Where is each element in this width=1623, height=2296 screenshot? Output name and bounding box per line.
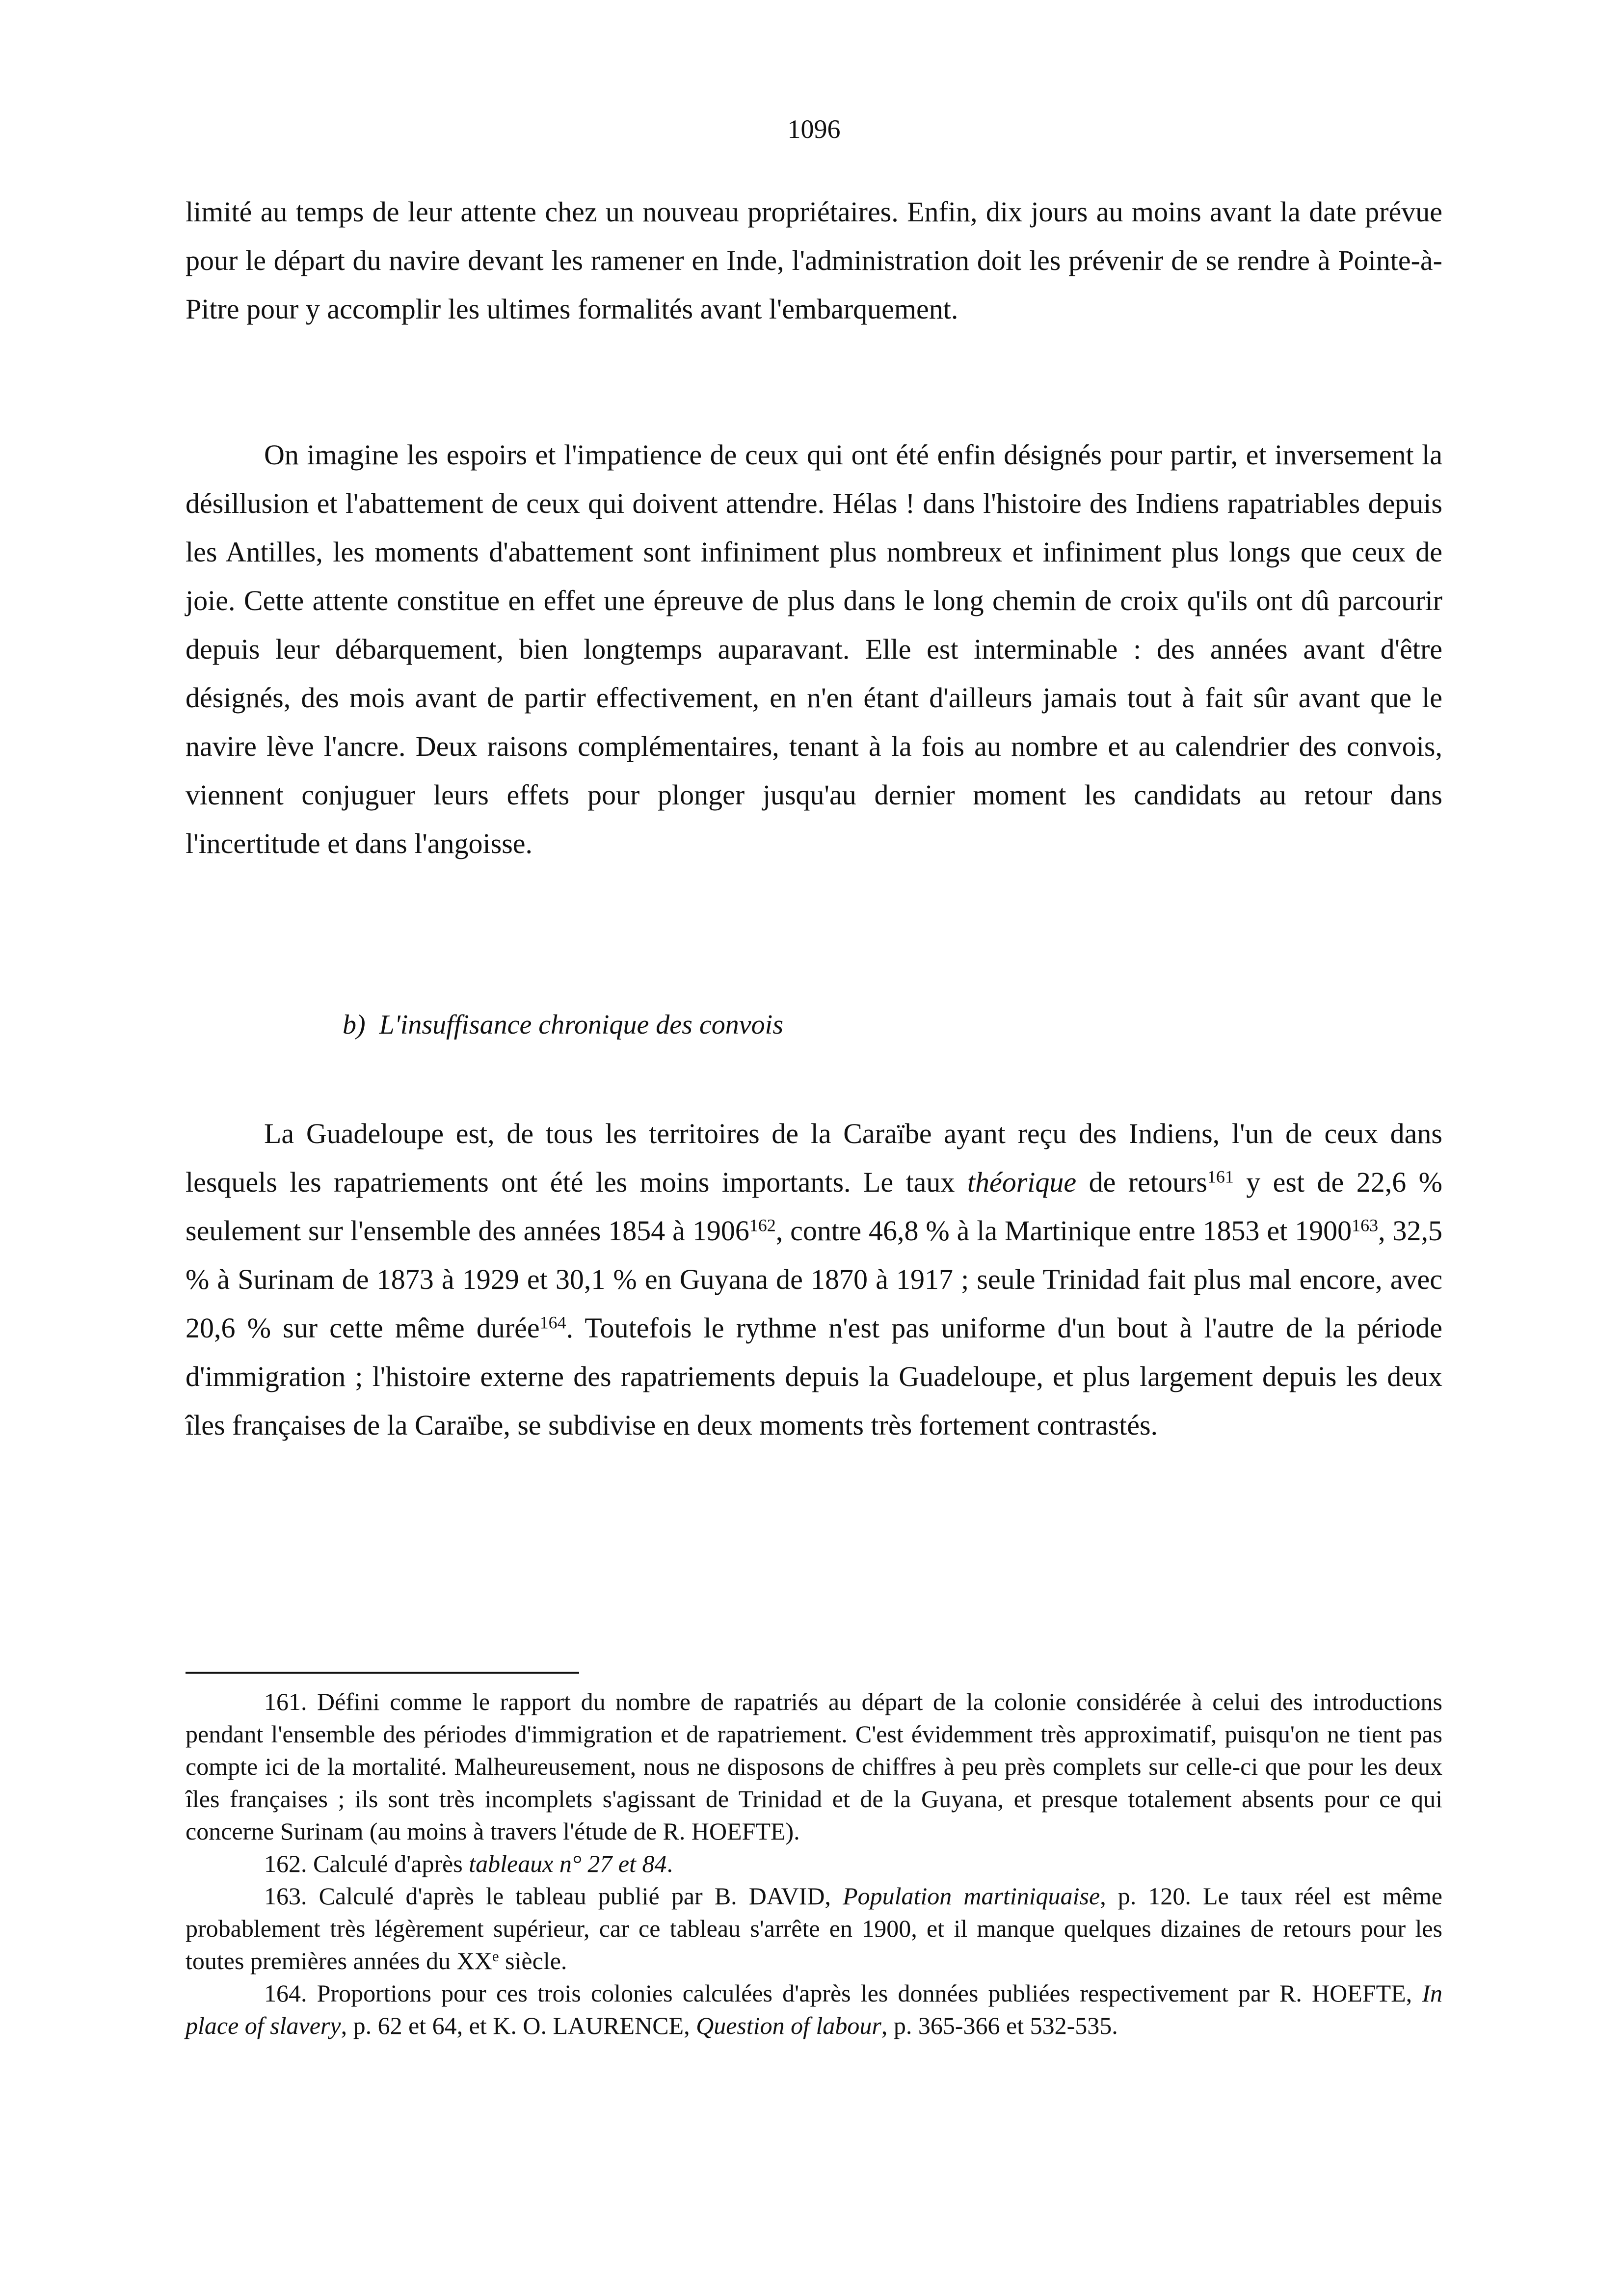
paragraph-text: , contre 46,8 % à la Martinique entre 1853 et 1900 <box>775 1215 1352 1247</box>
footnote-ref-161[interactable]: 161 <box>1207 1167 1234 1187</box>
footnote-italic: Question of labour <box>696 2012 881 2039</box>
subheading-letter: b) <box>343 1010 366 1040</box>
footnote-text: 164. Proportions pour ces trois colonies calculées d'après les données publiées respectivement par R. HOEFTE, <box>264 1979 1422 2007</box>
footnote-161: 161. Défini comme le rapport du nombre de rapatriés au départ de la colonie considérée à celui des introductions pendant l'ensemble des périodes d'immigration et de rapatriement. C'est évidemment très approximatif, puisqu'on ne tient pas compte ici de la mortalité. Malheureusement, nous ne disposons de chiffres à peu près complets sur celle-ci que pour les deux îles françaises ; ils sont très incomplets s'agissant de Trinidad et de la Guyana, et presque totalement absents pour ce qui concerne Surinam (au moins à travers l'étude de R. HOEFTE). <box>186 1688 1442 1845</box>
footnote-text: . <box>666 1850 673 1877</box>
footnote-divider <box>186 1672 579 1674</box>
footnote-ref-162[interactable]: 162 <box>749 1215 776 1235</box>
section-subheading <box>343 1011 783 1039</box>
footnote-ref-164[interactable]: 164 <box>539 1312 566 1333</box>
footnote-text: siècle. <box>499 1947 567 1975</box>
footnotes-section <box>186 1685 1442 2042</box>
footnote-163 <box>186 1880 1442 1977</box>
paragraph-text: . Toutefois le rythme n'est pas uniforme d'un bout à l'autre de la période d'immigration ; l'histoire externe des rapatriements depuis la Guadeloupe, et plus largement depuis les deux îles françaises de la Caraïbe, se subdivise en deux moments très fortement contrastés. <box>186 1312 1442 1441</box>
footnote-italic: Population martiniquaise <box>843 1882 1100 1910</box>
footnote-text: , p. 62 et 64, et K. O. LAURENCE, <box>341 2012 696 2039</box>
paragraph-text: La Guadeloupe est, de tous les territoires de la Caraïbe ayant reçu des Indiens, l'un de ceux dans lesquels les rapatriements ont été les moins importants. Le taux <box>186 1118 1442 1198</box>
footnote-164 <box>186 1977 1442 2042</box>
footnote-text: 162. Calculé d'après <box>264 1850 469 1877</box>
footnote-162 <box>186 1847 1442 1880</box>
footnote-text: , p. 120. Le taux réel est même probablement très légèrement supérieur, car ce tableau s'arrête en 1900, et il manque quelques dizaines de retours pour les toutes premières années du XX <box>186 1882 1442 1975</box>
paragraph-waiting: On imagine les espoirs et l'impatience de ceux qui ont été enfin désignés pour partir, et inversement la désillusion et l'abattement de ceux qui doivent attendre. Hélas ! dans l'histoire des Indiens rapatriables depuis les Antilles, les moments d'abattement sont infiniment plus nombreux et infiniment plus longs que ceux de joie. Cette attente constitue en effet une épreuve de plus dans le long chemin de croix qu'ils ont dû parcourir depuis leur débarquement, bien longtemps auparavant. Elle est interminable : des années avant d'être désignés, des mois avant de partir effectivement, en n'en étant d'ailleurs jamais tout à fait sûr avant que le navire lève l'ancre. Deux raisons complémentaires, tenant à la fois au nombre et au calendrier des convois, viennent conjuguer leurs effets pour plonger jusqu'au dernier moment les candidats au retour dans l'incertitude et dans l'angoisse. <box>186 439 1442 859</box>
page-number: 1096 <box>787 114 841 144</box>
footnote-italic: tableaux n° 27 et 84 <box>469 1850 667 1877</box>
paragraph-text: y est de 22,6 % seulement sur l'ensemble des années 1854 à 1906 <box>186 1166 1442 1247</box>
document-page <box>186 0 1442 2296</box>
footnote-ref-163[interactable]: 163 <box>1352 1215 1379 1235</box>
paragraph-italic: théorique <box>967 1166 1077 1198</box>
paragraph-text: de retours <box>1076 1166 1207 1198</box>
paragraph-continuation: limité au temps de leur attente chez un nouveau propriétaires. Enfin, dix jours au moins avant la date prévue pour le départ du navire devant les ramener en Inde, l'administration doit les prévenir de se rendre à Pointe-à-Pitre pour y accomplir les ultimes formalités avant l'embarquement. <box>186 196 1442 325</box>
footnote-italic: In place of slavery <box>186 1979 1442 2039</box>
paragraph-repatriation-rates <box>186 1109 1442 1449</box>
paragraph-text: , 32,5 % à Surinam de 1873 à 1929 et 30,1 % en Guyana de 1870 à 1917 ; seule Trinidad fait plus mal encore, avec 20,6 % sur cette même durée <box>186 1215 1442 1344</box>
footnote-text: , p. 365-366 et 532-535. <box>881 2012 1118 2039</box>
subheading-title: L'insuffisance chronique des convois <box>379 1010 784 1040</box>
footnote-superscript: e <box>492 1947 499 1965</box>
footnote-text: 163. Calculé d'après le tableau publié par B. DAVID, <box>264 1882 843 1910</box>
